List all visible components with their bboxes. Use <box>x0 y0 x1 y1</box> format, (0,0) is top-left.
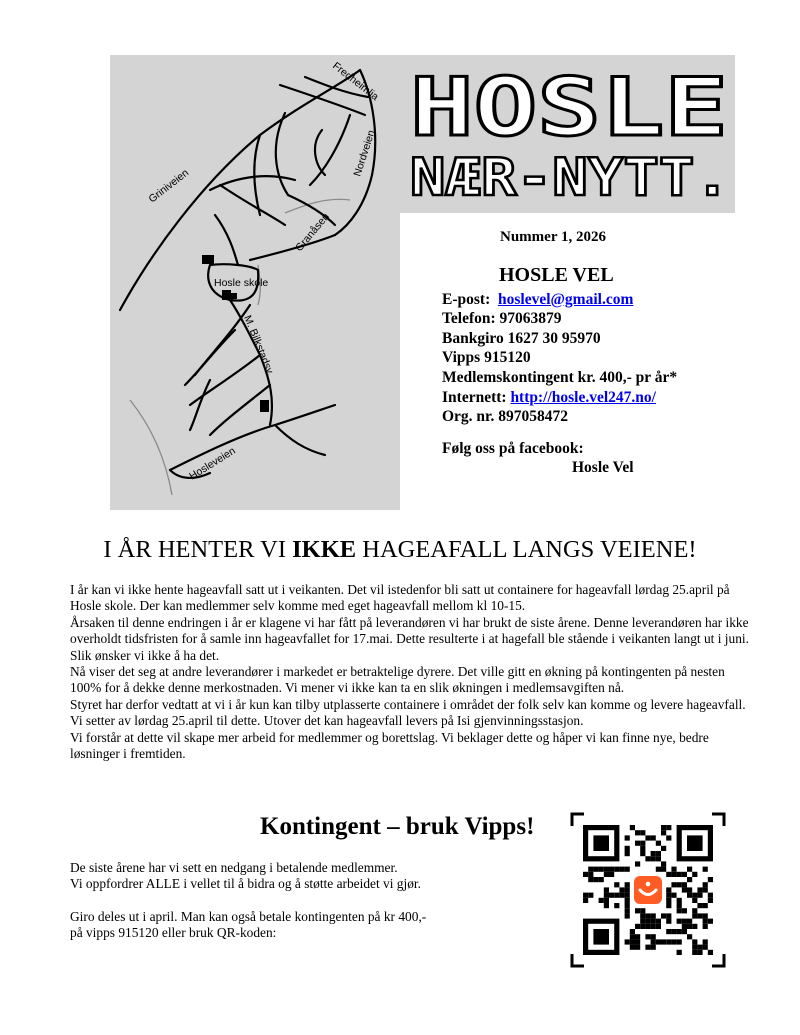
internet-line <box>442 388 677 408</box>
masthead-title: HOSLE <box>410 61 728 154</box>
org-info <box>442 266 677 478</box>
paragraph-3: Nå viser det seg at andre leverandører i markedet er betraktelige dyrere. Det ville gitt en økning på kontingenten på nesten 100% for å dekke denne merkostnaden. Vi mener vi ikke kan ta en slik økningen i medlemsavgiften nå. <box>70 664 725 696</box>
main-headline <box>0 536 800 564</box>
orgnr-line: Org. nr. 897058472 <box>442 408 569 426</box>
phone-line: Telefon: 97063879 <box>442 310 562 328</box>
section-title: Kontingent – bruk Vipps! <box>260 813 535 840</box>
membership-line: Medlemskontingent kr. 400,- pr år* <box>442 368 678 386</box>
bankgiro-line: Bankgiro 1627 30 95970 <box>442 329 601 347</box>
vipps-logo-icon <box>634 876 662 904</box>
vipps-qr-code[interactable] <box>570 812 726 968</box>
map-label-hosleveien: Hosleveien <box>187 444 238 483</box>
section-line-4: på vipps 915120 eller bruk QR-koden: <box>70 925 277 941</box>
paragraph-2: Årsaken til denne endringen i år er klagene vi har fått på leverandøren vi har brukt de siste årene. Denne leverandøren har ikke overholdt tidsfristen for å samle inn hageavfallet for 17.mai. Dette resulterte i at hagefall ble stående i veikanten langt ut i juni. Slik ønsker vi ikke å ha det. <box>70 614 749 663</box>
internet-label: Internett: <box>442 388 507 406</box>
map-building <box>202 255 214 264</box>
article-body <box>70 582 750 762</box>
section-line-3: Giro deles ut i april. Man kan også betale kontingenten på kr 400,- <box>70 908 427 924</box>
issue-number: Nummer 1, 2026 <box>500 229 606 245</box>
section-line-2: Vi oppfordrer ALLE i vellet til å bidra og å støtte arbeidet vi gjør. <box>70 876 421 892</box>
map-building <box>231 293 237 299</box>
facebook-label: Følg oss på facebook: <box>442 439 584 457</box>
masthead-subtitle: NÆR-NYTT. <box>410 148 730 208</box>
paragraph-5: Vi forstår at dette vil skape mer arbeid for medlemmer og borettslag. Vi beklager dette og håper vi kan finne nye, bedre løsninger i fremtiden. <box>70 729 709 762</box>
section-body <box>70 860 550 942</box>
map-label-bilkstadsv: M. Bilkstadsv. <box>241 313 277 378</box>
map-building <box>222 290 231 300</box>
email-label: E-post: <box>442 290 491 308</box>
vipps-line: Vipps 915120 <box>442 349 531 367</box>
headline-emphasis: IKKE <box>292 536 357 563</box>
email-link[interactable]: hoslevel@gmail.com <box>497 290 634 308</box>
email-line <box>442 290 677 310</box>
headline-pre: I ÅR HENTER VI <box>103 536 293 563</box>
map-label-hosle-skole: Hosle skole <box>214 277 269 289</box>
facebook-name: Hosle Vel <box>572 459 634 477</box>
map-label-griniveien: Griniveien <box>146 166 192 206</box>
paragraph-1: I år kan vi ikke hente hageavfall satt ut i veikanten. Det vil istedenfor bli satt ut containere for hageavfall lørdag 25.april på Hosle skole. Der kan medlemmer selv komme med eget hageavfall mellom kl 10-15. <box>70 582 730 614</box>
map-label-fredheimlia: Fredheimlia <box>330 59 381 104</box>
org-name: HOSLE VEL <box>499 264 614 286</box>
map-label-nordveien: Nordveien <box>351 128 378 178</box>
section-line-1: De siste årene har vi sett en nedgang i betalende medlemmer. <box>70 860 398 875</box>
paragraph-4: Styret har derfor vedtatt at vi i år kun kan tilby utplasserte containere i området der folk selv kan komme og levere hageavfall. Vi setter av lørdag 25.april til dette. Utover det kan hageavfall levers på Isi gjenvinningsstasjon. <box>70 696 746 729</box>
map-building <box>260 400 269 412</box>
map-label-granasen: Granåsen <box>293 210 332 254</box>
internet-link[interactable]: http://hosle.vel247.no/ <box>510 388 656 406</box>
headline-post: HAGEAFALL LANGS VEIENE! <box>356 536 697 563</box>
